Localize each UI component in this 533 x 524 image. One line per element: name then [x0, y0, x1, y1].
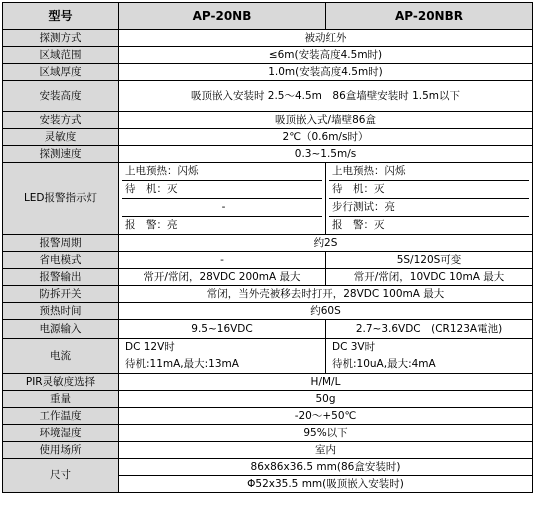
spec-table — [2, 2, 533, 493]
row-value: 常闭，当外壳被移去时打开，28VDC 100mA 最大 — [119, 286, 533, 303]
row-value: 约60S — [119, 303, 533, 320]
header-row — [3, 3, 533, 30]
row-value: 吸顶嵌入安装时 2.5～4.5m 86盒墙壁安装时 1.5m以下 — [119, 81, 533, 112]
led-nb-warmup: 上电预热：闪烁 — [125, 165, 199, 177]
row-value: 1.0m(安装高度4.5m时) — [119, 64, 533, 81]
row-value: 2℃（0.6m/s时） — [119, 129, 533, 146]
row-label: 重量 — [3, 391, 119, 408]
header-ap-20nb: AP-20NB — [119, 3, 326, 30]
led-nb-standby: 待 机：灭 — [122, 180, 322, 198]
led-nbr-cell — [326, 163, 533, 235]
row-value: ≤6m(安装高度4.5m时) — [119, 47, 533, 64]
table-row — [3, 320, 533, 339]
row-label: 区域范围 — [3, 47, 119, 64]
row-value: 约2S — [119, 235, 533, 252]
current-nbr-values: 待机:10uA,最大:4mA — [332, 358, 436, 370]
table-row — [3, 235, 533, 252]
row-value: 吸顶嵌入式/墙壁86盒 — [119, 112, 533, 129]
current-nb-voltage: DC 12V时 — [125, 341, 175, 353]
table-row — [3, 252, 533, 269]
row-label: 安装方式 — [3, 112, 119, 129]
led-nb-alarm: 报 警：亮 — [122, 216, 322, 234]
row-label: 尺寸 — [3, 459, 119, 493]
row-value: 0.3~1.5m/s — [119, 146, 533, 163]
table-row — [3, 459, 533, 476]
row-label: PIR灵敏度选择 — [3, 374, 119, 391]
row-value: -20～+50℃ — [119, 408, 533, 425]
row-value: 95%以下 — [119, 425, 533, 442]
row-label: 防拆开关 — [3, 286, 119, 303]
table-row — [3, 425, 533, 442]
row-label: 电流 — [3, 339, 119, 374]
row-value: 50g — [119, 391, 533, 408]
current-nb-cell — [119, 339, 326, 374]
current-nbr-voltage: DC 3V时 — [332, 341, 376, 353]
row-label: 探测方式 — [3, 30, 119, 47]
led-nbr-alarm: 报 警：灭 — [329, 216, 529, 234]
header-model: 型号 — [3, 3, 119, 30]
led-nbr-standby: 待 机：灭 — [329, 180, 529, 198]
row-value-nb: - — [119, 252, 326, 269]
table-row — [3, 391, 533, 408]
row-label: 报警输出 — [3, 269, 119, 286]
row-value-nbr: 2.7~3.6VDC (CR123A電池) — [326, 320, 533, 339]
table-row — [3, 112, 533, 129]
table-row — [3, 47, 533, 64]
table-row — [3, 129, 533, 146]
table-row — [3, 286, 533, 303]
row-label: 安装高度 — [3, 81, 119, 112]
table-row — [3, 374, 533, 391]
row-label: 报警周期 — [3, 235, 119, 252]
table-row — [3, 64, 533, 81]
row-value-nbr: 5S/120S可变 — [326, 252, 533, 269]
row-label: 预热时间 — [3, 303, 119, 320]
table-row — [3, 146, 533, 163]
row-label: 灵敏度 — [3, 129, 119, 146]
row-label: 省电模式 — [3, 252, 119, 269]
row-label: 使用场所 — [3, 442, 119, 459]
row-label: 工作温度 — [3, 408, 119, 425]
table-row — [3, 163, 533, 235]
current-nb-values: 待机:11mA,最大:13mA — [125, 358, 239, 370]
row-value: 室内 — [119, 442, 533, 459]
row-value: H/M/L — [119, 374, 533, 391]
table-row — [3, 408, 533, 425]
table-row — [3, 442, 533, 459]
size-86-box: 86x86x36.5 mm(86盒安装时) — [119, 459, 533, 476]
table-row — [3, 30, 533, 47]
current-nbr-cell — [326, 339, 533, 374]
table-row — [3, 81, 533, 112]
led-nbr-walktest: 步行测试：亮 — [329, 198, 529, 216]
row-value-nbr: 常开/常闭，10VDC 10mA 最大 — [326, 269, 533, 286]
size-ceiling: Φ52x35.5 mm(吸顶嵌入安装时) — [119, 476, 533, 493]
row-value-nb: 常开/常闭，28VDC 200mA 最大 — [119, 269, 326, 286]
row-label: 区域厚度 — [3, 64, 119, 81]
led-nbr-warmup: 上电预热：闪烁 — [332, 165, 406, 177]
row-label: 电源输入 — [3, 320, 119, 339]
row-value-nb: 9.5~16VDC — [119, 320, 326, 339]
table-row — [3, 339, 533, 374]
row-label: 探测速度 — [3, 146, 119, 163]
table-row — [3, 303, 533, 320]
row-value: 被动红外 — [119, 30, 533, 47]
led-nb-cell — [119, 163, 326, 235]
row-label: 环境湿度 — [3, 425, 119, 442]
table-row — [3, 269, 533, 286]
header-ap-20nbr: AP-20NBR — [326, 3, 533, 30]
row-label: LED报警指示灯 — [3, 163, 119, 235]
led-nb-walktest: - — [122, 198, 322, 216]
